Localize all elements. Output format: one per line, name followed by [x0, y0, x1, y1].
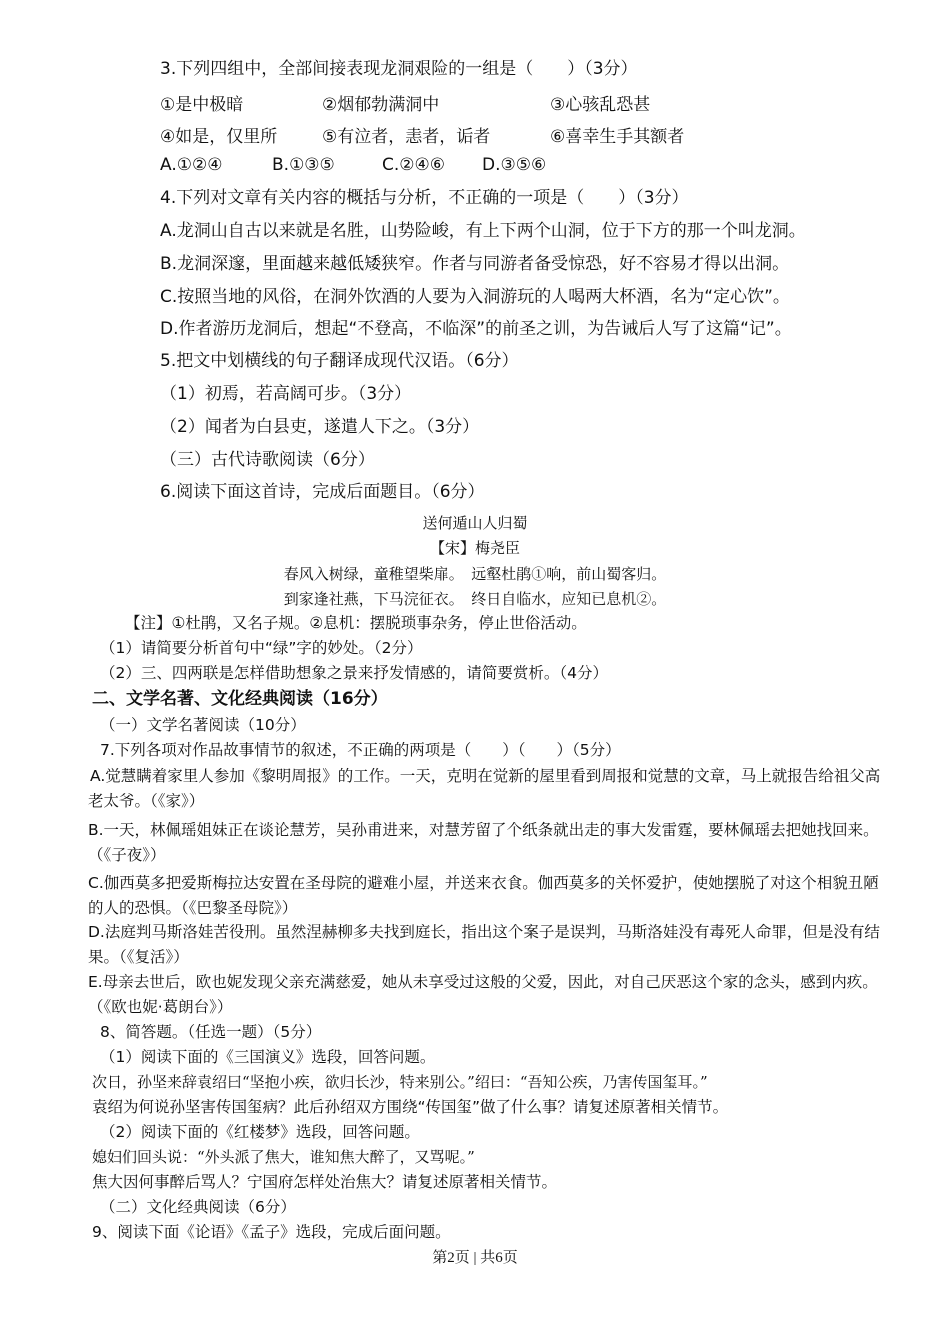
page-footer: 第2页 | 共6页: [432, 1250, 518, 1266]
q8-sub-1-quote: 次日，孙坚来辞袁绍曰“坚抱小疾，欲归长沙，特来别公。”绍曰：“吾知公疾，乃害传国玺耳。”: [92, 1073, 708, 1091]
q3-choice-d: D.③⑤⑥: [482, 155, 547, 175]
section-cultural-classics: （二）文化经典阅读（6分）: [100, 1198, 296, 1216]
poem-line-1: 春风入树绿，童稚望柴扉。 远壑杜鹃①响，前山蜀客归。: [283, 565, 667, 583]
q4-option-d: D.作者游历龙洞后，想起“不登高，不临深”的前圣之训，为告诫后人写了这篇“记”。: [160, 319, 792, 339]
q6-sub-1: （1）请简要分析首句中“绿”字的妙处。（2分）: [100, 639, 423, 657]
poem-title: 送何遁山人归蜀: [422, 514, 528, 532]
q7-stem: 7.下列各项对作品故事情节的叙述，不正确的两项是（ ）（ ）（5分）: [100, 741, 621, 759]
q5-sub-2: （2）闻者为白县吏，遂遣人下之。（3分）: [160, 417, 480, 437]
q8-sub-1: （1）阅读下面的《三国演义》选段，回答问题。: [100, 1048, 436, 1066]
q3-item-4: ④如是，仅里所: [160, 127, 278, 147]
section-ancient-poetry: （三）古代诗歌阅读（6分）: [160, 450, 375, 470]
q8-sub-2: （2）阅读下面的《红楼梦》选段，回答问题。: [100, 1123, 420, 1141]
q7-option-e: E.母亲去世后，欧也妮发现父亲充满慈爱，她从未享受过这般的父爱，因此，对自己厌恶这个家的念头，感到内疚。（《欧也妮·葛朗台》）: [88, 973, 878, 1016]
section-literary-classics: （一）文学名著阅读（10分）: [100, 716, 306, 734]
q4-option-c: C.按照当地的风俗，在洞外饮酒的人要为入洞游玩的人喝两大杯酒，名为“定心饮”。: [160, 287, 790, 307]
q4-stem: 4.下列对文章有关内容的概括与分析，不正确的一项是（ ）（3分）: [160, 188, 689, 208]
q7-option-c: C.伽西莫多把爱斯梅拉达安置在圣母院的避难小屋，并送来衣食。伽西莫多的关怀爱护，使她摆脱了对这个相貌丑陋的人的恐惧。（《巴黎圣母院》）: [88, 874, 879, 917]
q8-stem: 8、简答题。（任选一题）（5分）: [100, 1023, 322, 1041]
q6-sub-2: （2）三、四两联是怎样借助想象之景来抒发情感的，请简要赏析。（4分）: [100, 664, 608, 682]
q3-choice-b: B.①③⑤: [272, 155, 335, 175]
q3-choice-c: C.②④⑥: [382, 155, 445, 175]
q3-stem: 3.下列四组中，全部间接表现龙洞艰险的一组是（ ）（3分）: [160, 59, 638, 79]
q7-option-b: B.一天，林佩瑶姐妹正在谈论慧芳，吴孙甫进来，对慧芳留了个纸条就出走的事大发雷霆，要林佩瑶去把她找回来。（《子夜》）: [88, 821, 879, 864]
q8-sub-2-quote: 媳妇们回头说：“外头派了焦大，谁知焦大醉了，又骂呢。”: [92, 1148, 475, 1166]
q3-item-5: ⑤有泣者，恚者，诟者: [322, 127, 491, 147]
q9-stem: 9、阅读下面《论语》《孟子》选段，完成后面问题。: [92, 1223, 451, 1241]
q6-stem: 6.阅读下面这首诗，完成后面题目。（6分）: [160, 482, 485, 502]
q3-choice-a: A.①②④: [160, 155, 223, 175]
q8-sub-2-question: 焦大因何事醉后骂人？宁国府怎样处治焦大？请复述原著相关情节。: [92, 1173, 558, 1191]
q3-item-3: ③心骇乱恐甚: [550, 95, 651, 115]
q3-item-2: ②烟郁勃满洞中: [322, 95, 440, 115]
q7-option-a: A.觉慧瞒着家里人参加《黎明周报》的工作。一天，克明在觉新的屋里看到周报和觉慧的文章，马上就报告给祖父高老太爷。（《家》）: [88, 767, 881, 810]
q8-sub-1-question: 袁绍为何说孙坚害传国玺病？此后孙绍双方围绕“传国玺”做了什么事？请复述原著相关情节。: [92, 1098, 729, 1116]
q3-item-1: ①是中极暗: [160, 95, 244, 115]
poem-author: 【宋】梅尧臣: [429, 539, 520, 557]
q5-sub-1: （1）初焉，若高阔可步。（3分）: [160, 384, 412, 404]
q5-stem: 5.把文中划横线的句子翻译成现代汉语。（6分）: [160, 351, 519, 371]
q4-option-a: A.龙洞山自古以来就是名胜，山势险峻，有上下两个山洞，位于下方的那一个叫龙洞。: [160, 221, 806, 241]
q7-option-d: D.法庭判马斯洛娃苦役刑。虽然涅赫柳多夫找到庭长，指出这个案子是误判，马斯洛娃没有毒死人命罪，但是没有结果。（《复活》）: [88, 923, 880, 966]
q4-option-b: B.龙洞深邃，里面越来越低矮狭窄。作者与同游者备受惊恐，好不容易才得以出洞。: [160, 254, 790, 274]
q3-item-6: ⑥喜幸生手其额者: [550, 127, 685, 147]
poem-note: 【注】①杜鹃，又名子规。②息机：摆脱琐事杂务，停止世俗活动。: [125, 614, 587, 632]
part2-heading: 二、文学名著、文化经典阅读（16分）: [92, 689, 388, 709]
poem-line-2: 到家逢社燕，下马浣征衣。 终日自临水，应知已息机②。: [283, 590, 667, 608]
